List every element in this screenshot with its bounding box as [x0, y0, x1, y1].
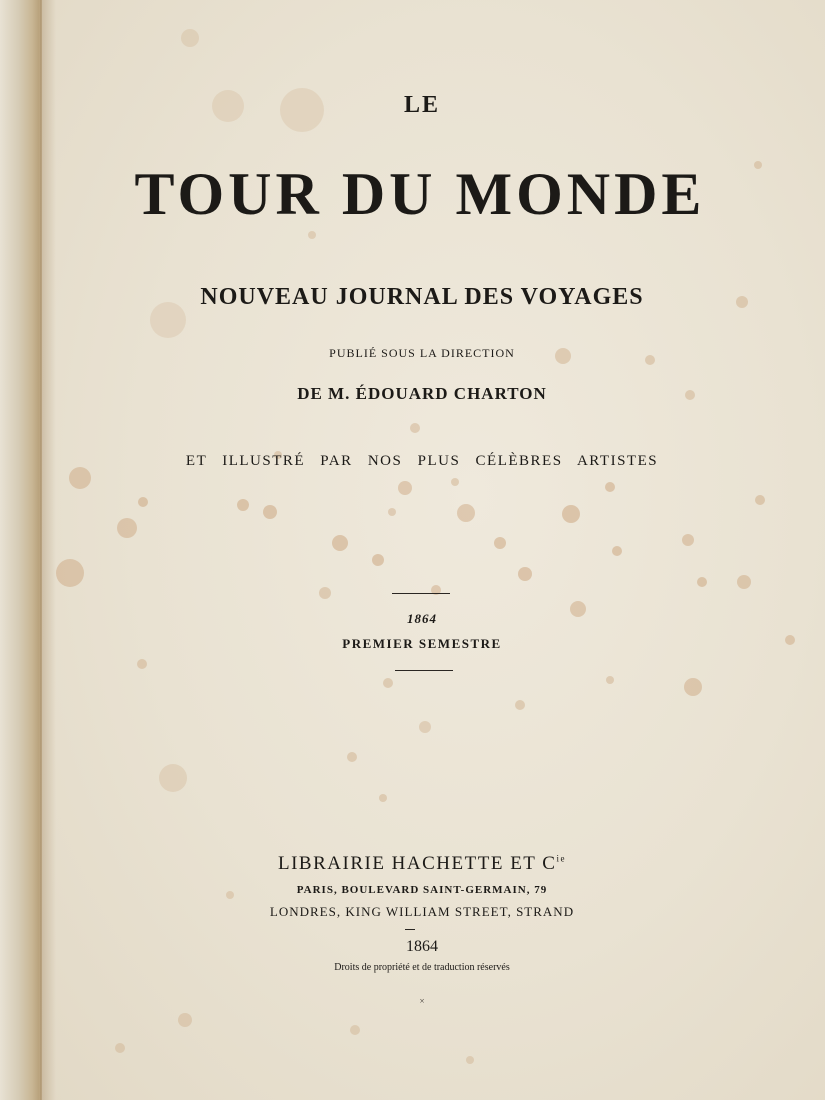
london-address: LONDRES, KING WILLIAM STREET, STRAND: [269, 904, 575, 919]
volume-year: 1864: [407, 611, 437, 626]
publisher-text: LIBRAIRIE HACHETTE ET C: [278, 853, 557, 874]
editor-name: DE M. ÉDOUARD CHARTON: [297, 384, 547, 403]
printer-mark: ×: [419, 996, 425, 1006]
illustration-credit: ET ILLUSTRÉ PAR NOS PLUS CÉLÈBRES ARTISTES: [185, 453, 659, 469]
publisher-superscript: ie: [556, 853, 566, 864]
imprint-year: 1864: [406, 938, 438, 955]
title-article: LE: [403, 92, 440, 118]
imprint-dash: [405, 929, 415, 930]
rule-lower: [395, 670, 453, 671]
subtitle: NOUVEAU JOURNAL DES VOYAGES: [200, 284, 644, 310]
semester-label: PREMIER SEMESTRE: [342, 636, 502, 651]
main-title: TOUR DU MONDE: [134, 161, 706, 227]
rule-upper: [392, 593, 450, 594]
publisher-name: [42, 853, 802, 875]
direction-line: PUBLIÉ SOUS LA DIRECTION: [329, 346, 515, 360]
rights-notice: Droits de propriété et de traduction réservés: [334, 962, 510, 973]
paris-address: PARIS, BOULEVARD SAINT-GERMAIN, 79: [296, 884, 548, 896]
